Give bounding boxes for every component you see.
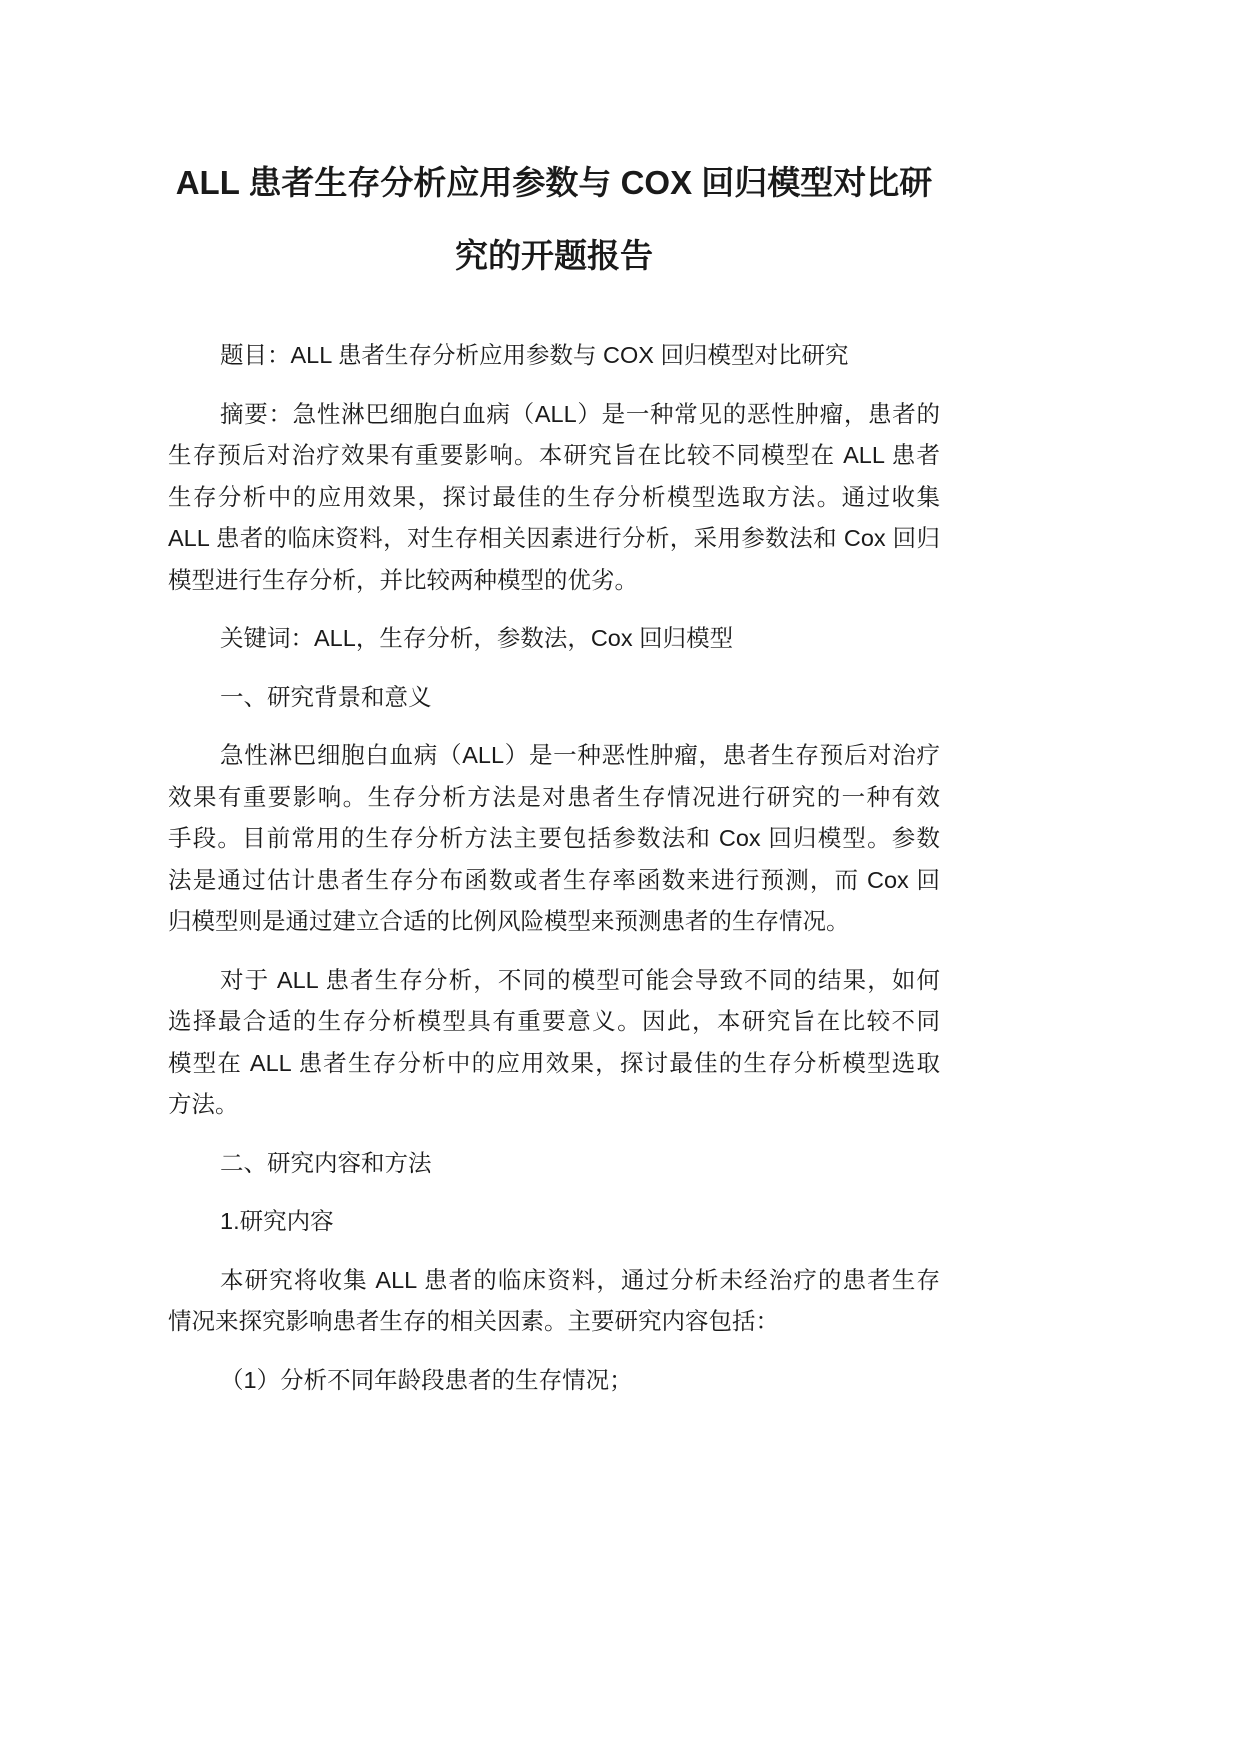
abstract-line: ALL 患者的临床资料，对生存相关因素进行分析，采用参数法和 Cox 回归 [168,525,940,551]
paragraph-line: 情况来探究影响患者生存的相关因素。主要研究内容包括： [168,1308,779,1334]
abstract-line: 模型进行生存分析，并比较两种模型的优劣。 [168,566,638,593]
keywords-line: 关键词：ALL，生存分析，参数法，Cox 回归模型 [220,625,734,651]
title-line: ALL 患者生存分析应用参数与 COX 回归模型对比研 [175,164,933,201]
abstract-line: 生存预后对治疗效果有重要影响。本研究旨在比较不同模型在 ALL 患者 [168,442,940,468]
keywords-paragraph [168,618,940,660]
paragraph-line: 手段。目前常用的生存分析方法主要包括参数法和 Cox 回归模型。参数 [168,825,940,851]
paragraph-line: 效果有重要影响。生存分析方法是对患者生存情况进行研究的一种有效 [168,783,940,810]
research-content-paragraph [168,1260,940,1343]
section-heading [168,677,940,719]
paragraph-line: 法是通过估计患者生存分布函数或者生存率函数来进行预测，而 Cox 回 [168,866,940,893]
significance-paragraph [168,960,940,1126]
paragraph-line: 本研究将收集 ALL 患者的临床资料，通过分析未经治疗的患者生存 [220,1266,940,1293]
title-line: 究的开题报告 [455,237,653,274]
paragraph-line: 方法。 [168,1091,239,1117]
abstract-line: 生存分析中的应用效果，探讨最佳的生存分析模型选取方法。通过收集 [168,483,940,510]
subsection-heading-text: 1.研究内容 [220,1208,334,1234]
background-paragraph [168,735,940,943]
section-heading-text: 二、研究内容和方法 [220,1149,432,1176]
paragraph-line: 选择最合适的生存分析模型具有重要意义。因此，本研究旨在比较不同 [168,1008,940,1034]
document-body [168,146,940,1418]
section-heading [168,1143,940,1185]
list-item [168,1360,940,1402]
topic-paragraph [168,335,940,377]
paragraph-line: 急性淋巴细胞白血病（ALL）是一种恶性肿瘤，患者生存预后对治疗 [220,742,940,768]
list-item-text: （1）分析不同年龄段患者的生存情况； [220,1366,633,1393]
abstract-line: 摘要：急性淋巴细胞白血病（ALL）是一种常见的恶性肿瘤，患者的 [220,400,940,427]
section-heading-text: 一、研究背景和意义 [220,683,432,710]
document-title [168,146,940,292]
paragraph-line: 归模型则是通过建立合适的比例风险模型来预测患者的生存情况。 [168,908,850,934]
paragraph-line: 模型在 ALL 患者生存分析中的应用效果，探讨最佳的生存分析模型选取 [168,1049,940,1076]
abstract-paragraph [168,394,940,602]
paragraph-line: 对于 ALL 患者生存分析，不同的模型可能会导致不同的结果，如何 [220,966,940,993]
topic-line: 题目：ALL 患者生存分析应用参数与 COX 回归模型对比研究 [220,342,849,368]
subsection-heading [168,1201,940,1243]
